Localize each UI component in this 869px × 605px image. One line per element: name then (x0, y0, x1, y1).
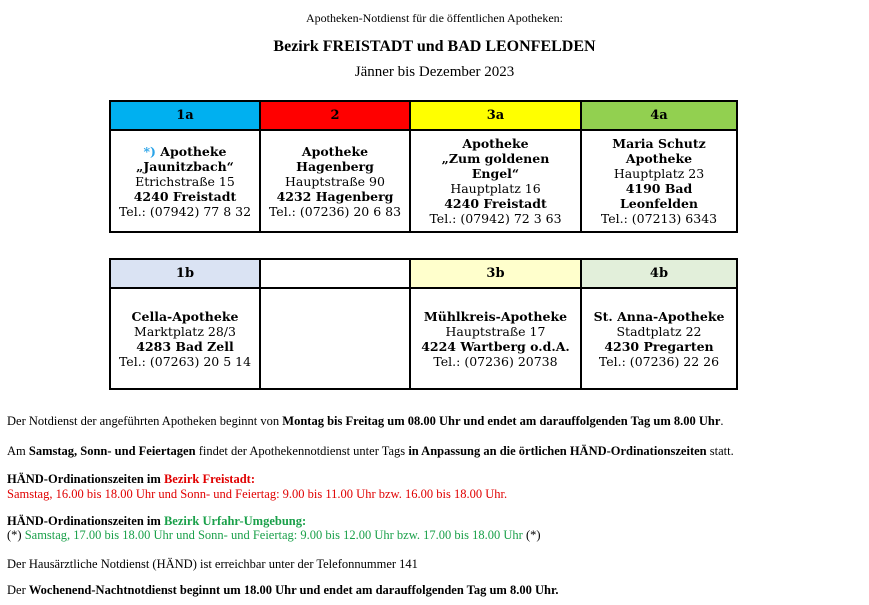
pharmacy-street: Marktplatz 28/3 (134, 323, 236, 339)
pharmacy-city: 4224 Wartberg o.d.A. (421, 338, 570, 354)
pharmacy-city: 4283 Bad Zell (136, 338, 234, 354)
pharmacy-name: St. Anna-Apotheke (593, 308, 725, 324)
pharmacy-name-line2: Apotheke (625, 151, 693, 166)
pharmacy-city: 4240 Freistadt (133, 188, 237, 204)
pharmacy-table-1 (109, 100, 738, 233)
freistadt-hours-heading: HÄND-Ordinationszeiten im Bezirk Freistadt: (7, 472, 256, 486)
pharmacy-phone: Tel.: (07942) 77 8 32 (118, 203, 252, 219)
pharmacy-cell-4a (581, 130, 737, 232)
group-header-2: 2 (260, 101, 410, 130)
pharmacy-street: Hauptplatz 16 (450, 181, 541, 196)
pharmacy-cell-3b (410, 288, 581, 389)
pharmacy-city-line2: Leonfelden (619, 196, 699, 211)
pharmacy-street: Stadtplatz 22 (616, 323, 702, 339)
group-header-3a: 3a (410, 101, 581, 130)
pharmacy-phone: Tel.: (07263) 20 5 14 (118, 353, 252, 369)
pharmacy-table-2 (109, 258, 738, 390)
group-header-1a: 1a (110, 101, 260, 130)
pharmacy-cell-3a (410, 130, 581, 232)
group-header-4b: 4b (581, 259, 737, 288)
pharmacy-cell-4b (581, 288, 737, 389)
pharmacy-cell-empty (260, 288, 410, 389)
urfahr-hours-heading: HÄND-Ordinationszeiten im Bezirk Urfahr-Umgebung: (7, 514, 307, 528)
footnote-marker: *) (143, 143, 156, 159)
pharmacy-name-line2: Hagenberg (296, 158, 374, 174)
pharmacy-cell-2 (260, 130, 410, 232)
pharmacy-street: Hauptstraße 90 (285, 173, 385, 189)
pharmacy-city: 4190 Bad (625, 181, 693, 196)
weekday-service-paragraph: Der Notdienst der angeführten Apotheken beginnt von Montag bis Freitag um 08.00 Uhr und endet am darauffolgenden Tag um 8.00 Uhr. (7, 414, 724, 428)
pharmacy-phone: Tel.: (07236) 22 26 (598, 353, 720, 369)
document-intro: Apotheken-Notdienst für die öffentlichen Apotheken: (305, 11, 564, 25)
pharmacy-name: Apotheke (301, 143, 369, 159)
pharmacy-name: Maria Schutz (612, 136, 706, 151)
group-header-4a: 4a (581, 101, 737, 130)
urfahr-hours-text: (*) Samstag, 17.00 bis 18.00 Uhr und Sonn- und Feiertag: 9.00 bis 12.00 Uhr bzw. 17.00 bis 18.00 Uhr (*) (7, 528, 541, 542)
pharmacy-city: 4230 Pregarten (604, 338, 714, 354)
haend-phone-paragraph: Der Hausärztliche Notdienst (HÄND) ist erreichbar unter der Telefonnummer 141 (7, 557, 418, 571)
pharmacy-name-line2: „Jaunitzbach“ (136, 158, 234, 174)
group-header-1b: 1b (110, 259, 260, 288)
group-header-empty (260, 259, 410, 288)
pharmacy-phone: Tel.: (07942) 72 3 63 (429, 211, 562, 226)
weekend-service-paragraph: Am Samstag, Sonn- und Feiertagen findet der Apothekennotdienst unter Tags in Anpassung an die örtlichen HÄND-Ordinationszeiten statt. (7, 444, 734, 458)
pharmacy-phone: Tel.: (07236) 20738 (433, 353, 558, 369)
night-service-paragraph: Der Wochenend-Nachtnotdienst beginnt um 18.00 Uhr und endet am darauffolgenden Tag um 8.00 Uhr. (7, 583, 559, 597)
pharmacy-city: 4240 Freistadt (444, 196, 547, 211)
pharmacy-name-line2: „Zum goldenen (441, 151, 550, 166)
pharmacy-cell-1b (110, 288, 260, 389)
pharmacy-name-line3: Engel“ (471, 166, 520, 181)
pharmacy-phone: Tel.: (07236) 20 6 83 (268, 203, 402, 219)
pharmacy-street: Hauptplatz 23 (613, 166, 705, 181)
pharmacy-cell-1a (110, 130, 260, 232)
pharmacy-name: Apotheke (462, 136, 529, 151)
pharmacy-phone: Tel.: (07213) 6343 (600, 211, 718, 226)
pharmacy-city: 4232 Hagenberg (276, 188, 394, 204)
pharmacy-street: Etrichstraße 15 (135, 173, 235, 189)
pharmacy-street: Hauptstraße 17 (445, 323, 546, 339)
group-header-3b: 3b (410, 259, 581, 288)
pharmacy-name: Cella-Apotheke (131, 308, 239, 324)
freistadt-hours-text: Samstag, 16.00 bis 18.00 Uhr und Sonn- und Feiertag: 9.00 bis 11.00 Uhr bzw. 16.00 bis 18.00 Uhr. (7, 487, 508, 501)
pharmacy-name: Mühlkreis-Apotheke (423, 308, 568, 324)
document-title: Bezirk FREISTADT und BAD LEONFELDEN (273, 38, 596, 55)
pharmacy-name: *) Apotheke (143, 143, 227, 159)
document-period: Jänner bis Dezember 2023 (354, 64, 515, 80)
